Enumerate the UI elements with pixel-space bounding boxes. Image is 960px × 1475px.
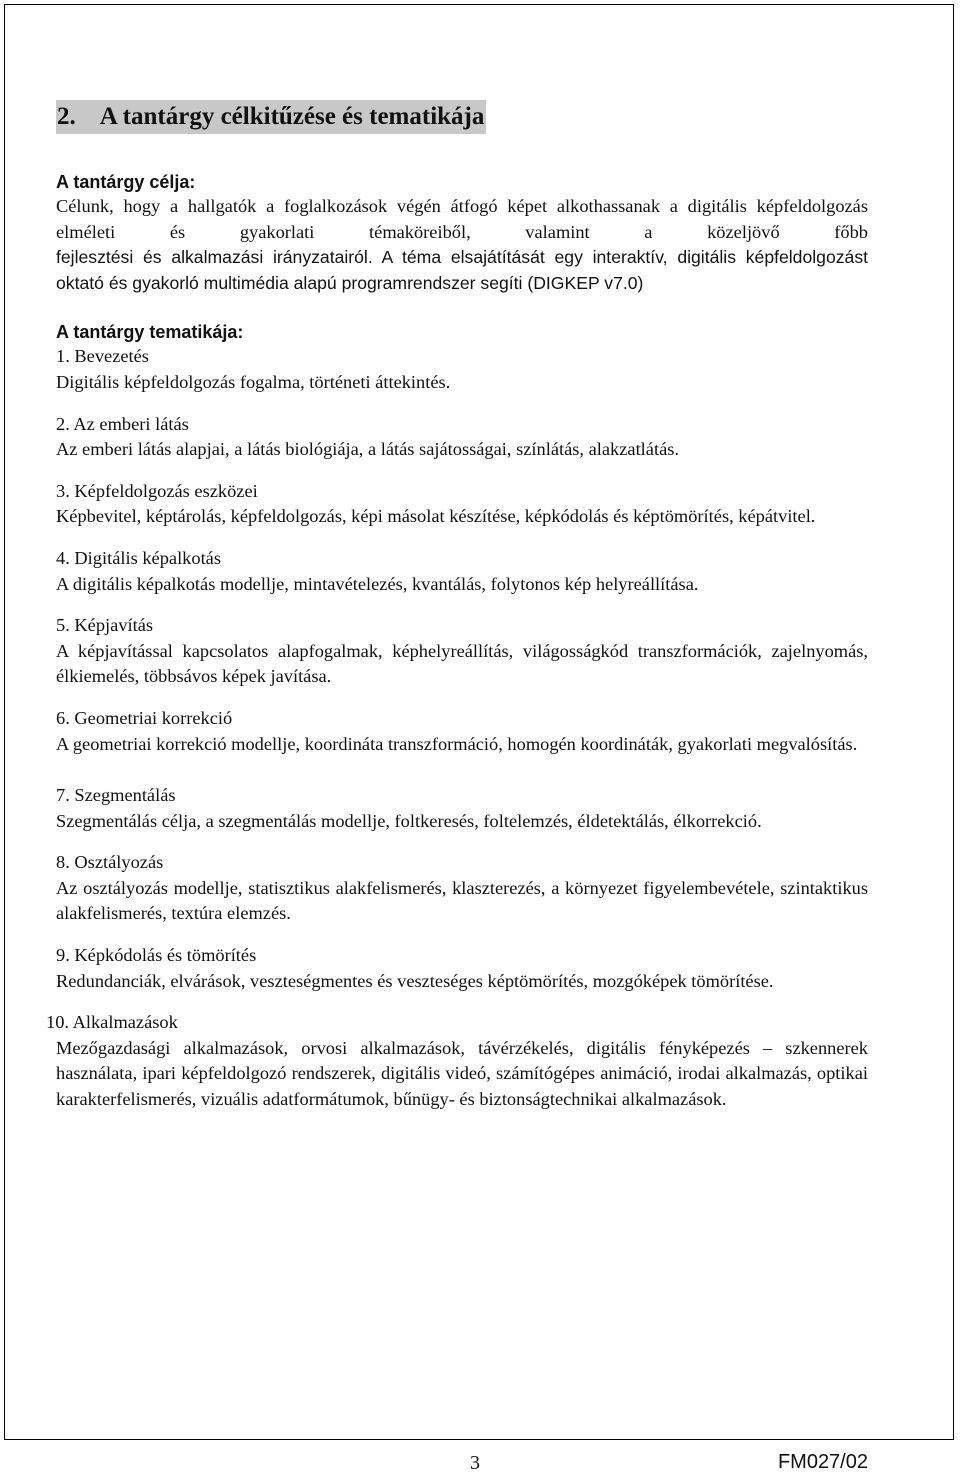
topic-9-title: Képkódolás és tömörítés (74, 945, 257, 966)
topic-3-head (56, 479, 868, 505)
topic-9 (32, 943, 868, 994)
topic-2-title: Az emberi látás (73, 413, 189, 434)
topic-6-title: Geometriai korrekció (74, 707, 233, 728)
topic-9-head (56, 943, 868, 969)
topic-3 (32, 479, 868, 530)
topic-5 (32, 613, 868, 690)
topic-2-body: Az emberi látás alapjai, a látás biológiája, a látás sajátosságai, színlátás, alakzatlátás. (56, 439, 679, 460)
topic-8-title: Osztályozás (74, 852, 164, 873)
topic-3-number: 3. (56, 480, 70, 501)
topic-6-head (56, 706, 868, 732)
section-number: 2. (57, 103, 76, 130)
topic-3-body: Képbevitel, képtárolás, képfeldolgozás, képi másolat készítése, képkódolás és képtömörítés, képátvitel. (56, 506, 816, 527)
topic-4-number: 4. (56, 547, 70, 568)
topic-10-title: Alkalmazások (72, 1012, 178, 1033)
page-number: 3 (470, 1452, 480, 1474)
thematic-heading: A tantárgy tematikája: (56, 322, 244, 343)
topic-4-title: Digitális képalkotás (74, 547, 221, 568)
topic-8 (32, 850, 868, 927)
section-title-text: A tantárgy célkitűzése és tematikája (99, 103, 485, 130)
topic-8-number: 8. (56, 852, 70, 873)
topic-3-title: Képfeldolgozás eszközei (74, 480, 258, 501)
topic-8-head (56, 850, 868, 876)
topic-1-head (56, 344, 868, 370)
topic-5-title: Képjavítás (74, 615, 154, 636)
goal-text-serif: Célunk, hogy a hallgatók a foglalkozások végén átfogó képet alkothassanak a digitális képfeldolgozás elméleti és gyakorlati témaköreiből, valamint a közeljövő főbb (56, 196, 868, 242)
topic-9-body: Redundanciák, elvárások, veszteségmentes és veszteséges képtömörítés, mozgóképek tömörítése. (56, 970, 774, 991)
topic-4-head (56, 546, 868, 572)
topic-1-body: Digitális képfeldolgozás fogalma, történeti áttekintés. (56, 371, 451, 392)
topic-5-head (56, 613, 868, 639)
topic-10-body: Mezőgazdasági alkalmazások, orvosi alkalmazások, távérzékelés, digitális fényképezés – szkennerek használata, ipari képfeldolgozó rendszerek, digitális videó, számítógépes animáció, irodai alkalmazás, optikai karakterfelismerés, vizuális adatformátumok, bűnügy- és biztonságtechnikai alkalmazások. (56, 1037, 868, 1110)
section-title (56, 100, 486, 134)
goal-heading: A tantárgy célja: (56, 172, 196, 192)
topic-10-number: 10. (46, 1012, 69, 1033)
topic-4 (32, 546, 868, 597)
topic-1 (32, 344, 868, 395)
topic-7 (32, 783, 868, 834)
topic-6-number: 6. (56, 707, 70, 728)
topic-5-body: A képjavítással kapcsolatos alapfogalmak, képhelyreállítás, világosságkód transzformációk, zajelnyomás, élkiemelés, többsávos képek javítása. (56, 640, 868, 687)
topic-6 (32, 706, 868, 757)
topic-10-head (46, 1010, 868, 1036)
topic-6-body: A geometriai korrekció modellje, koordináta transzformáció, homogén koordináták, gyakorlati megvalósítás. (56, 733, 858, 754)
topic-2-head (56, 412, 868, 438)
topic-7-number: 7. (56, 785, 70, 806)
goal-text-sans: fejlesztési és alkalmazási irányzatairól. A téma elsajátítását egy interaktív, digitális képfeldolgozást oktató és gyakorló multimédia alapú programrendszer segíti (DIGKEP v7.0) (56, 247, 868, 293)
topic-8-body: Az osztályozás modellje, statisztikus alakfelismerés, klaszterezés, a környezet figyelembevétele, szintaktikus alakfelismerés, textúra elemzés. (56, 877, 868, 924)
topic-1-title: Bevezetés (74, 346, 149, 367)
topic-7-body: Szegmentálás célja, a szegmentálás modellje, foltkeresés, foltelemzés, éldetektálás, élkorrekció. (56, 810, 762, 831)
topic-2 (32, 412, 868, 463)
topic-5-number: 5. (56, 615, 70, 636)
page-content (46, 100, 868, 1113)
topic-2-number: 2. (56, 413, 70, 434)
topic-4-body: A digitális képalkotás modellje, mintavételezés, kvantálás, folytonos kép helyreállítása. (56, 573, 699, 594)
topic-1-number: 1. (56, 346, 70, 367)
topic-9-number: 9. (56, 945, 70, 966)
topic-10 (32, 1010, 868, 1112)
topic-7-title: Szegmentálás (74, 785, 176, 806)
document-code: FM027/02 (777, 1451, 868, 1473)
topic-7-head (56, 783, 868, 809)
